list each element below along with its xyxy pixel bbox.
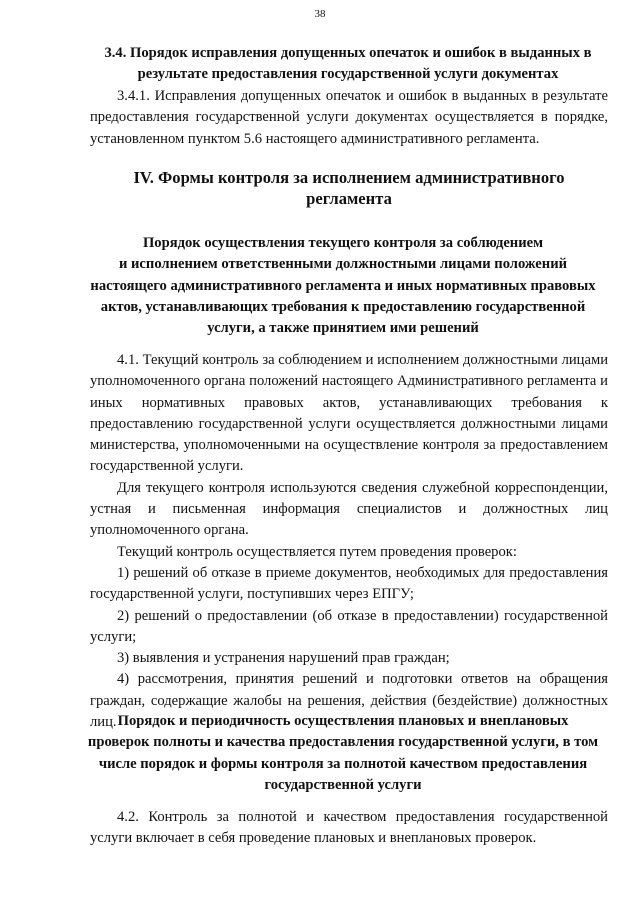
list-item-2: 2) решений о предоставлении (об отказе в предоставлении) государственной услуги; bbox=[90, 607, 608, 645]
section-3-4-heading-line2: результате предоставления государственной услуги документах bbox=[137, 66, 559, 83]
section-4-heading-line2: регламента bbox=[306, 189, 392, 208]
subheading-line: Порядок осуществления текущего контроля за соблюдением bbox=[142, 235, 544, 251]
paragraph-3-4-1: 3.4.1. Исправления допущенных опечаток и ошибок в выданных в результате предоставления государственной услуги документах осуществляется в порядке, установленном пунктом 5.6 настоящего административного регламента. bbox=[90, 88, 608, 147]
paragraph-sources: Для текущего контроля используются сведения служебной корреспонденции, устная и письменная информация специалистов и должностных лиц уполномоченного органа. bbox=[90, 479, 608, 539]
section-4-1-body bbox=[90, 350, 608, 733]
section-3-4-heading bbox=[88, 43, 608, 86]
paragraph-4-1: 4.1. Текущий контроль за соблюдением и исполнением должностными лицами уполномоченного органа положений настоящего Административного регламента и иных нормативных правовых актов, устанавливающих требования к предоставлению государственной услуги осуществляется должностными лицами министерства, уполномоченными на осуществление контроля за предоставлением государственной услуги. bbox=[90, 352, 608, 475]
list-item-1: 1) решений об отказе в приеме документов, необходимых для предоставления государственной услуги, поступивших через ЕПГУ; bbox=[90, 564, 608, 603]
subheading-scheduled-checks bbox=[78, 711, 608, 796]
list-item-4: 4) рассмотрения, принятия решений и подготовки ответов на обращения граждан, содержащие жалобы на решения, действия (бездействие) должностных лиц. bbox=[90, 671, 608, 731]
paragraph-4-2: 4.2. Контроль за полнотой и качеством предоставления государственной услуги включает в себя проведение плановых и внеплановых проверок. bbox=[90, 809, 608, 847]
section-4-2-body bbox=[90, 807, 608, 850]
subheading-line: актов, устанавливающих требования к предоставлению государственной bbox=[100, 298, 586, 315]
subheading-line: Порядок и периодичность осуществления плановых и внеплановых bbox=[117, 713, 569, 729]
subheading-line: и исполнением ответственными должностными лицами положений bbox=[118, 256, 568, 273]
subheading-line: услуги, а также принятием ими решений bbox=[207, 320, 479, 337]
section-4-heading bbox=[90, 167, 608, 209]
section-3-4-heading-line1: 3.4. Порядок исправления допущенных опечаток и ошибок в выданных в bbox=[104, 45, 592, 61]
page-number: 38 bbox=[314, 8, 326, 20]
subheading-line: проверок полноты и качества предоставления государственной услуги, в том bbox=[87, 734, 599, 751]
section-3-4-body bbox=[90, 86, 608, 150]
subheading-current-control bbox=[78, 233, 608, 339]
subheading-line: государственной услуги bbox=[264, 776, 422, 793]
list-item-3: 3) выявления и устранения нарушений прав граждан; bbox=[117, 650, 450, 667]
section-4-heading-line1: IV. Формы контроля за исполнением административного bbox=[133, 168, 565, 187]
subheading-line: настоящего административного регламента и иных нормативных правовых bbox=[90, 277, 596, 294]
paragraph-checks-intro: Текущий контроль осуществляется путем проведения проверок: bbox=[117, 543, 517, 560]
subheading-line: числе порядок и формы контроля за полнотой качеством предоставления bbox=[98, 755, 588, 772]
